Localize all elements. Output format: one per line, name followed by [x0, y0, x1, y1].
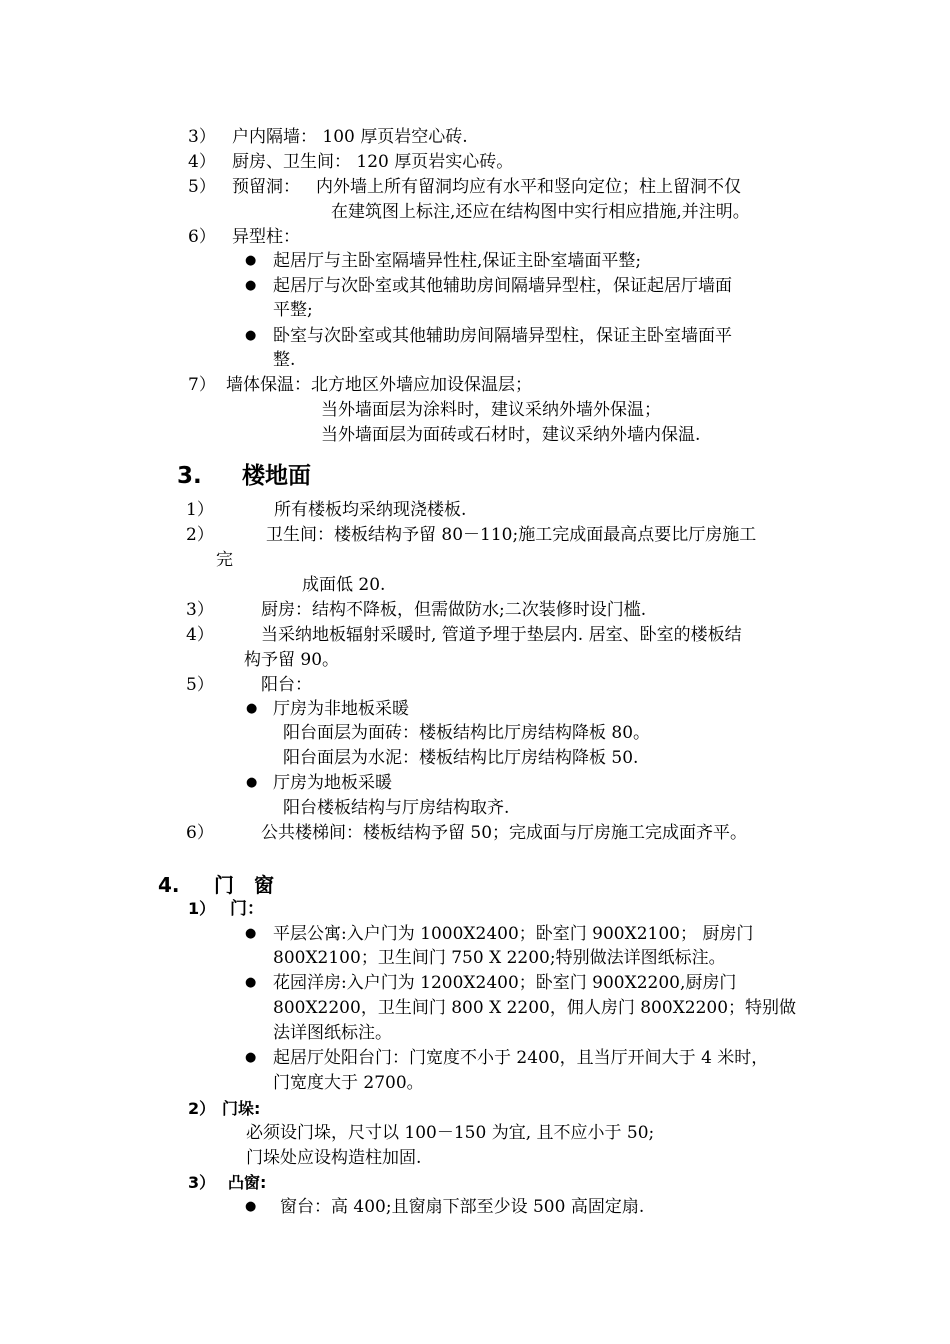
bullet-icon: ● — [245, 926, 257, 941]
wall-item-text-cont: 在建筑图上标注,还应在结构图中实行相应措施,并注明。 — [331, 202, 750, 222]
door-item-text-cont: 门垛处应设构造柱加固. — [246, 1148, 422, 1168]
door-item-text: 门： — [230, 899, 264, 919]
wall-item-text-cont: 当外墙面层为涂料时，建议采纳外墙外保温； — [321, 400, 661, 420]
section-number: 4. — [158, 873, 180, 897]
floor-item-text: 公共楼梯间：楼板结构予留 50；完成面与厅房施工完成面齐平。 — [261, 823, 748, 843]
bullet-subtext: 阳台面层为面砖：楼板结构比厅房结构降板 80。 — [283, 723, 651, 743]
bullet-text-cont: 平整; — [273, 300, 313, 320]
bullet-icon: ● — [245, 253, 257, 268]
bullet-text-cont: 800X2200，卫生间门 800 X 2200，佣人房门 800X2200；特别做 — [273, 998, 797, 1018]
bullet-text: 卧室与次卧室或其他辅助房间隔墙异型柱，保证主卧室墙面平 — [273, 326, 732, 346]
bullet-text: 起居厅与次卧室或其他辅助房间隔墙异型柱，保证起居厅墙面 — [273, 276, 732, 296]
bullet-text: 窗台：高 400;且窗扇下部至少设 500 高固定扇. — [280, 1197, 645, 1217]
section-heading: 楼地面 — [242, 463, 311, 489]
item-number: 4） — [188, 152, 216, 172]
floor-item-text: 厨房：结构不降板，但需做防水;二次装修时设门槛. — [261, 600, 647, 620]
bullet-subtext: 阳台楼板结构与厅房结构取齐. — [283, 798, 510, 818]
bullet-text-cont: 800X2100；卫生间门 750 X 2200;特别做法详图纸标注。 — [273, 948, 726, 968]
bullet-icon: ● — [245, 278, 257, 293]
door-item-text: 门垛: — [222, 1099, 261, 1118]
item-number: 1） — [186, 500, 214, 520]
section-number: 3. — [177, 463, 202, 489]
floor-item-text: 当采纳地板辐射采暖时, 管道予埋于垫层内. 居室、卧室的楼板结 — [261, 625, 742, 645]
wall-item-text: 异型柱： — [232, 227, 300, 247]
door-item-text-cont: 必须设门垛，尺寸以 100－150 为宜, 且不应小于 50; — [246, 1123, 655, 1143]
floor-item-text-cont: 成面低 20. — [302, 575, 386, 595]
item-number: 3） — [188, 127, 216, 147]
item-number: 3） — [188, 1173, 216, 1192]
item-number: 4） — [186, 625, 214, 645]
bullet-text: 厅房为非地板采暖 — [273, 699, 409, 719]
bullet-text-cont: 整. — [273, 350, 296, 370]
wall-item-text-cont: 当外墙面层为面砖或石材时，建议采纳外墙内保温. — [321, 425, 701, 445]
bullet-icon: ● — [246, 701, 258, 716]
floor-item-text-cont: 构予留 90。 — [244, 650, 340, 670]
bullet-icon: ● — [245, 1199, 257, 1214]
bullet-text-cont: 门宽度大于 2700。 — [273, 1073, 424, 1093]
bullet-text: 平层公寓:入户门为 1000X2400；卧室门 900X2100； 厨房门 — [273, 924, 754, 944]
bullet-icon: ● — [245, 328, 257, 343]
bullet-text: 起居厅与主卧室隔墙异性柱,保证主卧室墙面平整; — [273, 251, 642, 271]
item-number: 6） — [188, 227, 216, 247]
item-number: 2） — [186, 525, 214, 545]
bullet-icon: ● — [245, 1050, 257, 1065]
item-number: 3） — [186, 600, 214, 620]
door-item-text: 凸窗: — [228, 1173, 267, 1192]
bullet-text-cont: 法详图纸标注。 — [273, 1023, 392, 1043]
bullet-text: 起居厅处阳台门：门宽度不小于 2400，且当厅开间大于 4 米时， — [273, 1048, 769, 1068]
bullet-subtext: 阳台面层为水泥：楼板结构比厅房结构降板 50. — [283, 748, 639, 768]
item-number: 2） — [188, 1099, 216, 1118]
item-number: 6） — [186, 823, 214, 843]
wall-item-text: 墙体保温：北方地区外墙应加设保温层； — [226, 375, 532, 395]
bullet-text: 花园洋房:入户门为 1200X2400；卧室门 900X2200,厨房门 — [273, 973, 737, 993]
wall-item-text: 内外墙上所有留洞均应有水平和竖向定位；柱上留洞不仅 — [316, 177, 741, 197]
floor-item-text: 阳台： — [261, 675, 312, 695]
item-number: 1） — [188, 899, 216, 918]
bullet-text: 厅房为地板采暖 — [273, 773, 392, 793]
section-heading: 门 窗 — [214, 873, 274, 897]
bullet-icon: ● — [245, 975, 257, 990]
item-number: 5） — [186, 675, 214, 695]
bullet-icon: ● — [246, 775, 258, 790]
item-number: 5） — [188, 177, 216, 197]
wall-item-label: 预留洞： — [232, 177, 300, 197]
floor-item-wrap: 完 — [216, 550, 233, 570]
floor-item-text: 所有楼板均采纳现浇楼板. — [274, 500, 467, 520]
wall-item-text: 户内隔墙： 100 厚页岩空心砖. — [232, 127, 468, 147]
wall-item-text: 厨房、卫生间： 120 厚页岩实心砖。 — [232, 152, 514, 172]
floor-item-text: 卫生间：楼板结构予留 80－110;施工完成面最高点要比厅房施工 — [266, 525, 757, 545]
item-number: 7） — [188, 375, 216, 395]
